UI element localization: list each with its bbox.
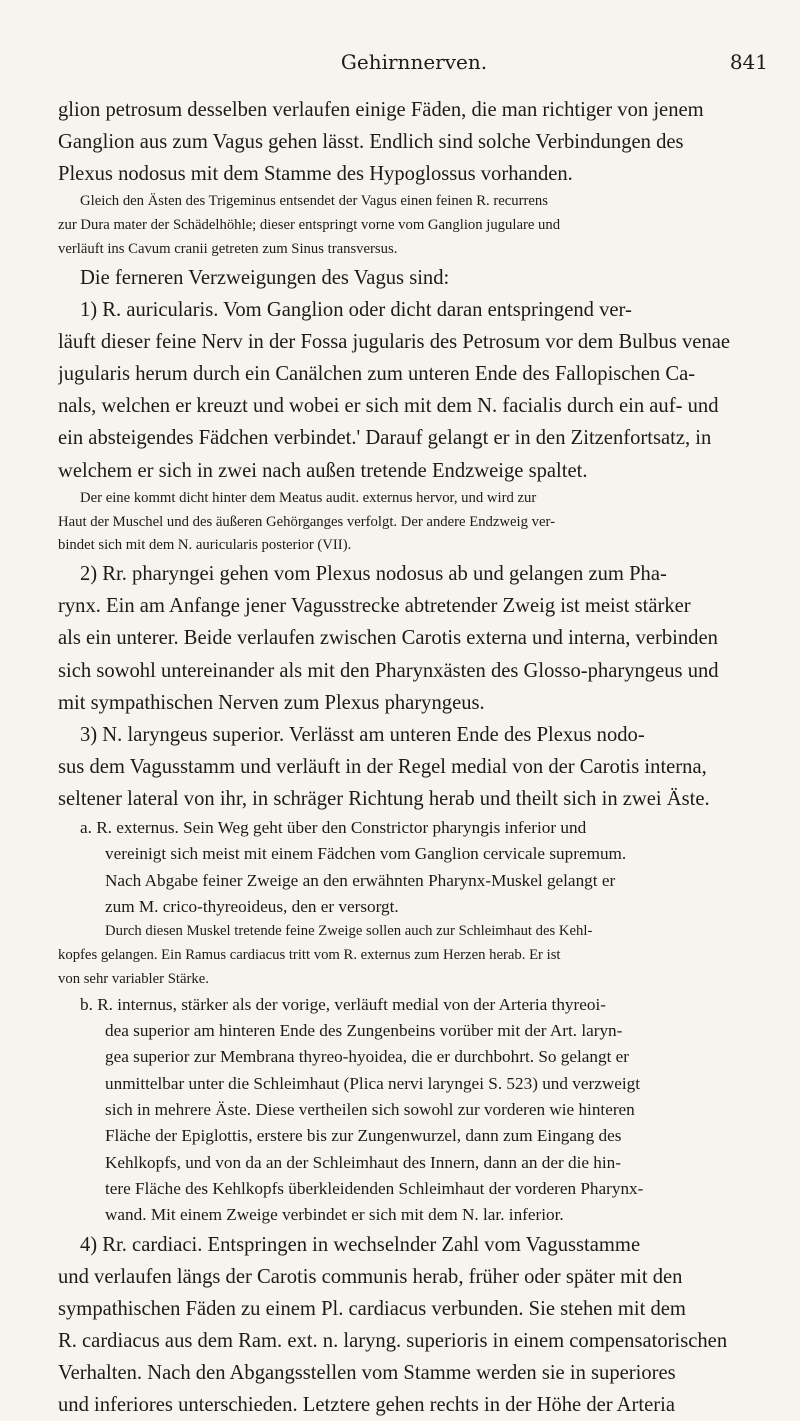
body-text xyxy=(58,94,770,1421)
text-line: 3) N. laryngeus superior. Verlässt am unteren Ende des Plexus nodo- xyxy=(80,723,645,746)
text-line: Die ferneren Verzweigungen des Vagus sind: xyxy=(80,266,450,289)
text-line: als ein unterer. Beide verlaufen zwischen Carotis externa und interna, verbinden xyxy=(58,627,718,650)
running-header xyxy=(60,50,768,80)
text-line: kopfes gelangen. Ein Ramus cardiacus tritt vom R. externus zum Herzen herab. Er ist xyxy=(58,947,561,964)
text-line: tere Fläche des Kehlkopfs überkleidenden Schleimhaut der vorderen Pharynx- xyxy=(105,1178,644,1198)
text-line: Haut der Muschel und des äußeren Gehörganges verfolgt. Der andere Endzweig ver- xyxy=(58,513,555,530)
text-line: und verlaufen längs der Carotis communis herab, früher oder später mit den xyxy=(58,1265,683,1288)
text-line: 4) Rr. cardiaci. Entspringen in wechselnder Zahl vom Vagusstamme xyxy=(80,1233,641,1256)
text-line: 2) Rr. pharyngei gehen vom Plexus nodosus ab und gelangen zum Pha- xyxy=(80,563,667,586)
text-line: R. cardiacus aus dem Ram. ext. n. laryng. superioris in einem compensatorischen xyxy=(58,1329,728,1352)
text-line: und inferiores unterschieden. Letztere gehen rechts in der Höhe der Arteria xyxy=(58,1394,675,1417)
page-number: 841 xyxy=(729,50,768,74)
text-line: wand. Mit einem Zweige verbindet er sich mit dem N. lar. inferior. xyxy=(105,1205,564,1225)
text-line: rynx. Ein am Anfange jener Vagusstrecke abtretender Zweig ist meist stärker xyxy=(58,595,691,618)
text-line: zum M. crico-thyreoideus, den er versorgt. xyxy=(105,896,399,916)
text-line: Der eine kommt dicht hinter dem Meatus audit. externus hervor, und wird zur xyxy=(80,489,537,506)
text-line: jugularis herum durch ein Canälchen zum unteren Ende des Fallopischen Ca- xyxy=(58,363,696,386)
text-line: Nach Abgabe feiner Zweige an den erwähnten Pharynx-Muskel gelangt er xyxy=(105,870,616,890)
text-line: sus dem Vagusstamm und verläuft in der Regel medial von der Carotis interna, xyxy=(58,755,707,778)
text-line: Ganglion aus zum Vagus gehen lässt. Endlich sind solche Verbindungen des xyxy=(58,131,684,154)
text-line: a. R. externus. Sein Weg geht über den Constrictor pharyngis inferior und xyxy=(80,818,587,838)
text-line: Gleich den Ästen des Trigeminus entsendet der Vagus einen feinen R. recurrens xyxy=(80,193,548,210)
text-line: Durch diesen Muskel tretende feine Zweige sollen auch zur Schleimhaut des Kehl- xyxy=(105,923,593,940)
text-line: unmittelbar unter die Schleimhaut (Plica nervi laryngei S. 523) und verzweigt xyxy=(105,1073,641,1093)
text-line: b. R. internus, stärker als der vorige, verläuft medial von der Arteria thyreoi- xyxy=(80,994,606,1014)
text-line: ein absteigendes Fädchen verbindet.' Darauf gelangt er in den Zitzenfortsatz, in xyxy=(58,427,712,450)
text-line: dea superior am hinteren Ende des Zungenbeins vorüber mit der Art. laryn- xyxy=(105,1021,623,1041)
text-line: bindet sich mit dem N. auricularis posterior (VII). xyxy=(58,537,352,554)
text-line: glion petrosum desselben verlaufen einige Fäden, die man richtiger von jenem xyxy=(58,99,704,121)
text-line: seltener lateral von ihr, in schräger Richtung herab und theilt sich in zwei Äste. xyxy=(58,787,710,810)
text-line: sympathischen Fäden zu einem Pl. cardiacus verbunden. Sie stehen mit dem xyxy=(58,1297,686,1320)
text-line: läuft dieser feine Nerv in der Fossa jugularis des Petrosum vor dem Bulbus venae xyxy=(58,331,731,354)
text-line: welchem er sich in zwei nach außen tretende Endzweige spaltet. xyxy=(58,459,588,482)
text-line: sich in mehrere Äste. Diese vertheilen sich sowohl zur vorderen wie hinteren xyxy=(105,1100,635,1120)
text-line: gea superior zur Membrana thyreo-hyoidea, die er durchbohrt. So gelangt er xyxy=(105,1047,630,1067)
text-line: verläuft ins Cavum cranii getreten zum Sinus transversus. xyxy=(58,241,398,258)
text-line: mit sympathischen Nerven zum Plexus pharyngeus. xyxy=(58,691,485,714)
text-line: Plexus nodosus mit dem Stamme des Hypoglossus vorhanden. xyxy=(58,163,573,186)
text-line: sich sowohl untereinander als mit den Pharynxästen des Glosso-pharyngeus und xyxy=(58,659,719,682)
text-line: 1) R. auricularis. Vom Ganglion oder dicht daran entspringend ver- xyxy=(80,299,632,322)
text-line: Fläche der Epiglottis, erstere bis zur Zungenwurzel, dann zum Eingang des xyxy=(105,1126,622,1146)
text-line: vereinigt sich meist mit einem Fädchen vom Ganglion cervicale supremum. xyxy=(105,844,627,864)
text-line: Kehlkopfs, und von da an der Schleimhaut des Innern, dann an der die hin- xyxy=(105,1152,621,1172)
running-title: Gehirnnerven. xyxy=(340,50,488,74)
text-line: zur Dura mater der Schädelhöhle; dieser entspringt vorne vom Ganglion jugulare und xyxy=(58,217,561,234)
text-line: nals, welchen er kreuzt und wobei er sich mit dem N. facialis durch ein auf- und xyxy=(58,395,719,418)
text-line: Verhalten. Nach den Abgangsstellen vom Stamme werden sie in superiores xyxy=(58,1361,676,1384)
text-line: von sehr variabler Stärke. xyxy=(58,971,209,987)
